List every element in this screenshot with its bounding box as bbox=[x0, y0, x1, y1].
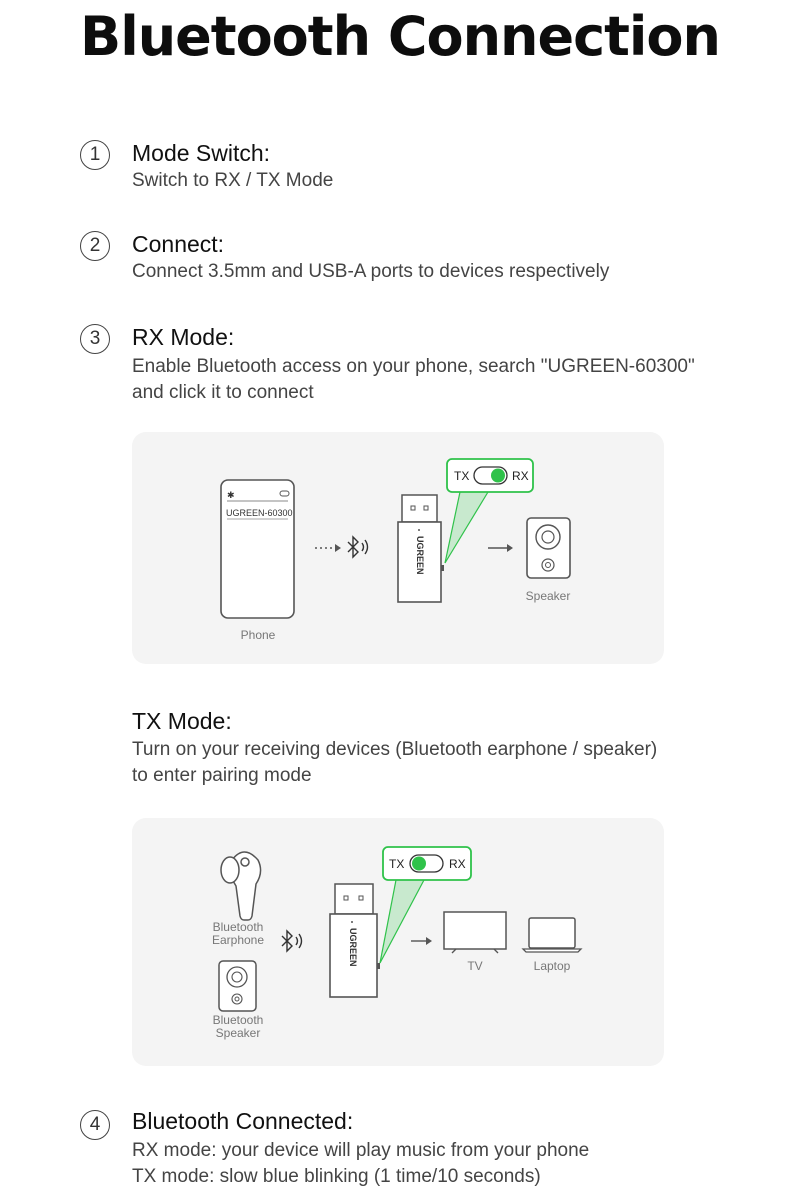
device-brand: UGREEN bbox=[415, 536, 425, 575]
switch-label-rx: RX bbox=[449, 857, 466, 871]
step-heading: Bluetooth Connected: bbox=[132, 1108, 354, 1134]
laptop-label: Laptop bbox=[533, 959, 571, 973]
step-description-line-1: RX mode: your device will play music from your phone bbox=[132, 1140, 590, 1161]
step-number-3-icon: 3 bbox=[80, 324, 110, 354]
step-heading: Connect: bbox=[132, 231, 225, 257]
earphone-label-line-1: Bluetooth bbox=[212, 920, 264, 934]
speaker-icon bbox=[527, 518, 570, 578]
usb-adapter-icon bbox=[398, 495, 444, 602]
bluetooth-icon bbox=[282, 931, 302, 951]
step-description-line-2: and click it to connect bbox=[132, 382, 314, 403]
step-heading: RX Mode: bbox=[132, 324, 235, 350]
laptop-icon bbox=[523, 918, 581, 952]
step-description-line-1: Turn on your receiving devices (Bluetooth earphone / speaker) bbox=[132, 739, 658, 760]
phone-screen-text: UGREEN-60300 bbox=[226, 508, 293, 518]
usb-adapter-icon bbox=[330, 884, 380, 997]
bt-speaker-label-line-2: Speaker bbox=[215, 1026, 261, 1040]
bt-speaker-label-line-1: Bluetooth bbox=[212, 1013, 264, 1027]
step-number-4-icon: 4 bbox=[80, 1110, 110, 1140]
step-heading: TX Mode: bbox=[132, 708, 232, 734]
arrow-right-icon bbox=[488, 544, 513, 552]
step-description-line-1: Enable Bluetooth access on your phone, search "UGREEN-60300" bbox=[132, 356, 695, 377]
bluetooth-icon bbox=[348, 537, 368, 557]
step-description: Switch to RX / TX Mode bbox=[132, 170, 334, 191]
switch-label-tx: TX bbox=[389, 857, 405, 871]
tv-icon bbox=[444, 912, 506, 953]
step-heading: Mode Switch: bbox=[132, 140, 271, 166]
step-number-2-icon: 2 bbox=[80, 231, 110, 261]
rx-mode-diagram bbox=[132, 432, 664, 664]
device-brand: UGREEN bbox=[348, 928, 358, 967]
speaker-label: Speaker bbox=[525, 589, 571, 603]
earphone-label-line-2: Earphone bbox=[211, 933, 265, 947]
svg-text:✱: ✱ bbox=[227, 490, 235, 500]
phone-icon bbox=[221, 480, 294, 618]
page-title: Bluetooth Connection bbox=[80, 5, 720, 68]
phone-label: Phone bbox=[240, 628, 276, 642]
tv-label: TV bbox=[467, 959, 483, 973]
switch-label-rx: RX bbox=[512, 469, 529, 483]
step-number-1-icon: 1 bbox=[80, 140, 110, 170]
earphone-icon bbox=[221, 852, 261, 920]
speaker-icon bbox=[219, 961, 256, 1011]
switch-label-tx: TX bbox=[454, 469, 470, 483]
arrow-right-icon bbox=[315, 544, 341, 552]
step-description-line-2: to enter pairing mode bbox=[132, 765, 312, 786]
step-description-line-2: TX mode: slow blue blinking (1 time/10 seconds) bbox=[132, 1166, 541, 1187]
tx-mode-diagram bbox=[132, 818, 664, 1066]
arrow-right-icon bbox=[411, 937, 432, 945]
step-description: Connect 3.5mm and USB-A ports to devices respectively bbox=[132, 261, 610, 282]
